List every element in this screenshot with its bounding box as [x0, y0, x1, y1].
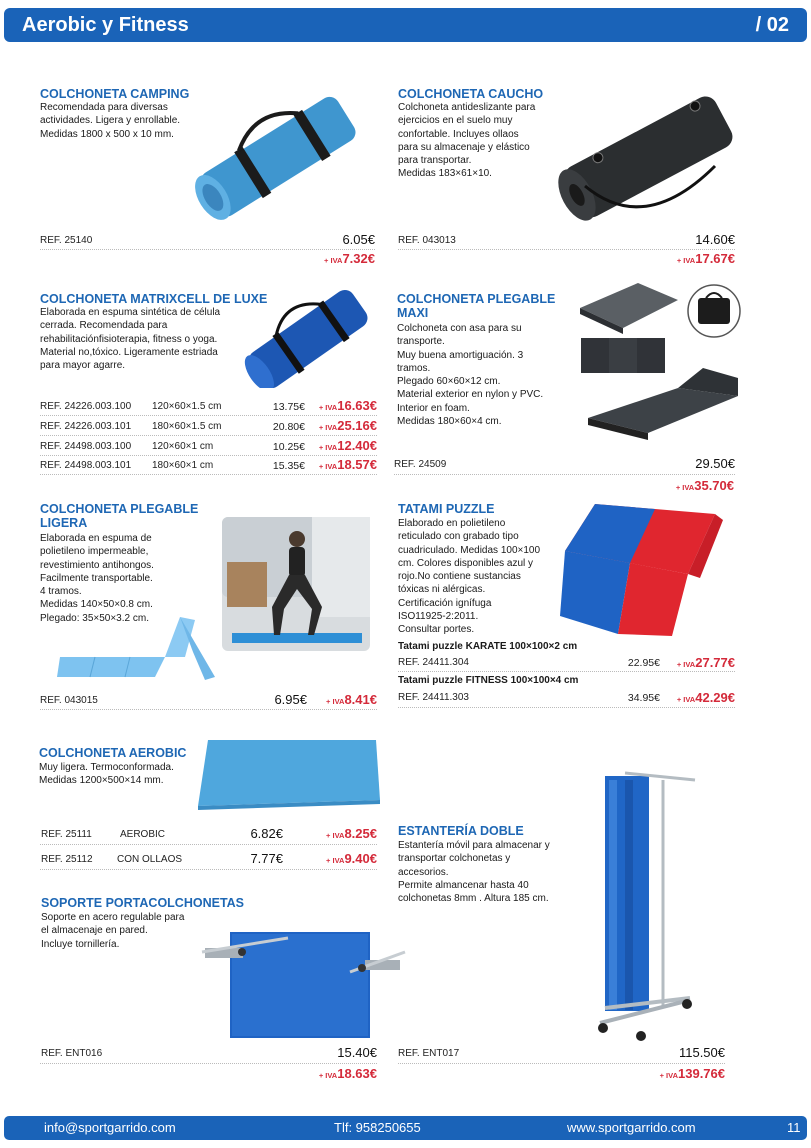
desc-line: confortable. Incluyes ollaos [398, 128, 519, 140]
ligera-title [40, 502, 198, 530]
footer-page-number: 11 [787, 1120, 801, 1135]
estanteria-iva-price [600, 1066, 725, 1081]
divider [40, 1063, 377, 1064]
iva-label: + IVA [318, 462, 338, 471]
aerobic-mat-image [196, 738, 382, 810]
row-price: 13.75€ [272, 401, 305, 413]
divider [40, 415, 377, 416]
desc-line: Incluye tornillería. [41, 938, 120, 950]
iva-label: + IVA [318, 423, 338, 432]
desc-line: Muy ligera. Termoconformada. [39, 762, 174, 773]
desc-line: rehabilitaciónfisioterapia, fitness o yoga. [40, 333, 218, 345]
maxi-title [397, 292, 555, 320]
ligera-ref: REF. 043015 [40, 695, 98, 706]
estanteria-description [398, 839, 550, 905]
row-iva-price [300, 826, 377, 841]
section-number: / 02 [755, 14, 789, 36]
desc-line: Plegado 60×60×12 cm. [397, 376, 501, 388]
camping-description [40, 101, 180, 141]
divider [40, 435, 377, 436]
iva-label: + IVA [676, 695, 696, 704]
caucho-iva-price [620, 251, 735, 266]
iva-value: 8.41€ [344, 692, 377, 707]
caucho-price: 14.60€ [695, 232, 735, 247]
row-size: 120×60×1 cm [152, 441, 214, 452]
matrixcell-title: COLCHONETA MATRIXCELL DE LUXE [40, 292, 268, 306]
tatami-fitness-ref: REF. 24411.303 [398, 692, 469, 703]
footer-website-link[interactable]: www.sportgarrido.com [567, 1120, 696, 1135]
tatami-karate-ref: REF. 24411.304 [398, 657, 469, 668]
row-iva-price [300, 418, 377, 433]
matrixcell-description [40, 306, 220, 372]
iva-value: 35.70€ [694, 478, 734, 493]
iva-label: + IVA [326, 697, 345, 706]
iva-label: + IVA [326, 856, 345, 865]
desc-line: Colchoneta con asa para su [397, 323, 522, 334]
row-ref: REF. 24226.003.101 [40, 421, 132, 432]
title-line: MAXI [397, 306, 429, 320]
soporte-description [41, 911, 184, 951]
desc-line: para mayor agarre. [40, 360, 126, 372]
tatami-karate-iva-price [660, 655, 735, 670]
maxi-ref: REF. 24509 [394, 459, 447, 470]
camping-ref: REF. 25140 [40, 235, 93, 246]
soporte-image [200, 930, 410, 1040]
divider [398, 249, 735, 250]
row-ref: REF. 25112 [41, 854, 93, 865]
desc-line: Medidas 1200×500×14 mm. [39, 775, 164, 787]
divider [394, 474, 735, 475]
title-line: LIGERA [40, 516, 88, 530]
tatami-puzzle-image [560, 496, 725, 636]
maxi-mat-image [578, 278, 743, 453]
divider [40, 249, 375, 250]
row-size: 180×60×1 cm [152, 460, 214, 471]
estanteria-ref: REF. ENT017 [398, 1048, 460, 1059]
iva-label: + IVA [324, 256, 343, 265]
desc-line: transporte. [397, 336, 445, 348]
desc-line: cuadriculado. Medidas 100×100 [398, 544, 541, 556]
soporte-title: SOPORTE PORTACOLCHONETAS [41, 896, 245, 910]
section-title: Aerobic y Fitness [22, 14, 189, 36]
iva-value: 42.29€ [695, 690, 735, 705]
desc-line: Colchoneta antideslizante para [398, 102, 536, 113]
iva-value: 17.67€ [695, 251, 735, 266]
title-line: COLCHONETA PLEGABLE [40, 502, 199, 516]
desc-line: el almacenaje en pared. [41, 925, 148, 937]
estanteria-price: 115.50€ [678, 1045, 725, 1060]
desc-line: reticulado con grabado tipo [398, 531, 519, 543]
row-price: 10.25€ [272, 441, 305, 453]
divider [398, 1063, 725, 1064]
divider [40, 709, 377, 710]
ligera-mat-image [55, 612, 220, 687]
desc-line: ISO11925-2:2011. [398, 611, 479, 623]
desc-line: Permite almancenar hasta 40 [398, 879, 529, 891]
estanteria-image [595, 768, 705, 1043]
footer-email-link[interactable]: info@sportgarrido.com [44, 1120, 176, 1135]
row-ref: REF. 24226.003.100 [40, 401, 132, 412]
desc-line: Estantería móvil para almacenar y [398, 840, 550, 851]
iva-value: 12.40€ [337, 438, 377, 453]
desc-line: tramos. [397, 362, 431, 374]
row-size: 120×60×1.5 cm [152, 401, 222, 412]
desc-line: Material exterior en nylon y PVC. [397, 389, 544, 401]
ligera-iva-price [300, 692, 377, 707]
row-ref: REF. 24498.003.101 [40, 460, 132, 471]
divider [40, 455, 377, 456]
row-price: 15.35€ [272, 460, 305, 472]
desc-line: rojo.No contiene sustancias [398, 571, 521, 583]
row-price: 7.77€ [250, 851, 283, 866]
iva-value: 27.77€ [695, 655, 735, 670]
divider [398, 671, 735, 672]
tatami-description [398, 517, 540, 637]
desc-line: Medidas 1800 x 500 x 10 mm. [40, 128, 174, 140]
title-line: COLCHONETA PLEGABLE [397, 292, 556, 306]
caucho-mat-image [545, 86, 740, 231]
desc-line: Soporte en acero regulable para [41, 912, 185, 923]
row-name: CON OLLAOS [117, 854, 183, 865]
iva-value: 18.57€ [337, 457, 377, 472]
tatami-title: TATAMI PUZZLE [398, 502, 495, 516]
soporte-price: 15.40€ [337, 1045, 377, 1060]
row-name: AEROBIC [120, 829, 166, 840]
tatami-fitness-price: 34.95€ [627, 692, 660, 704]
caucho-ref: REF. 043013 [398, 235, 456, 246]
soporte-ref: REF. ENT016 [41, 1048, 103, 1059]
desc-line: 4 tramos. [40, 586, 82, 598]
maxi-description [397, 322, 543, 428]
iva-value: 9.40€ [344, 851, 377, 866]
maxi-price: 29.50€ [695, 456, 735, 471]
iva-value: 16.63€ [337, 398, 377, 413]
desc-line: Consultar portes. [398, 624, 475, 636]
desc-line: cerrada. Recomendada para [40, 320, 168, 332]
desc-line: Elaborada en espuma sintética de célula [40, 307, 221, 318]
iva-label: + IVA [318, 1071, 338, 1080]
row-ref: REF. 24498.003.100 [40, 441, 132, 452]
desc-line: Medidas 140×50×0.8 cm. [40, 599, 153, 611]
row-size: 180×60×1.5 cm [152, 421, 222, 432]
desc-line: accesorios. [398, 866, 449, 878]
iva-label: + IVA [318, 403, 338, 412]
ligera-photo [222, 517, 370, 651]
desc-line: polietileno impermeable, [40, 546, 149, 558]
desc-line: Plegado: 35×50×3.2 cm. [40, 612, 149, 624]
desc-line: ejercicios en el suelo muy [398, 115, 513, 127]
page-footer [4, 1116, 807, 1140]
desc-line: Muy buena amortiguación. 3 [397, 349, 524, 361]
maxi-iva-price [620, 478, 734, 493]
matrixcell-mat-image [240, 288, 375, 388]
desc-line: Interior en foam. [397, 402, 470, 414]
camping-mat-image [175, 86, 370, 231]
estanteria-title: ESTANTERÍA DOBLE [398, 824, 524, 838]
iva-label: + IVA [318, 443, 338, 452]
page-header [4, 8, 807, 42]
desc-line: Elaborado en polietileno [398, 518, 506, 529]
desc-line: Elaborada en espuma de [40, 533, 152, 544]
desc-line: actividades. Ligera y enrollable. [40, 115, 181, 127]
aerobic-description [39, 761, 174, 788]
divider [398, 707, 735, 708]
row-iva-price [300, 851, 377, 866]
camping-iva-price [270, 251, 375, 266]
iva-value: 8.25€ [344, 826, 377, 841]
divider [40, 474, 377, 475]
tatami-fitness-name: Tatami puzzle FITNESS 100×100×4 cm [398, 675, 579, 686]
row-iva-price [300, 457, 377, 472]
caucho-title: COLCHONETA CAUCHO [398, 87, 544, 101]
iva-label: + IVA [675, 483, 695, 492]
row-iva-price [300, 438, 377, 453]
iva-label: + IVA [676, 256, 696, 265]
aerobic-title: COLCHONETA AEROBIC [39, 746, 187, 760]
desc-line: cm. Colores disponibles azul y [398, 557, 534, 569]
iva-label: + IVA [676, 660, 696, 669]
ligera-price: 6.95€ [274, 692, 307, 707]
camping-title: COLCHONETA CAMPING [40, 87, 190, 101]
desc-line: transportar colchonetas y [398, 853, 511, 865]
desc-line: Certificación ignífuga [398, 597, 492, 609]
desc-line: revestimiento antihongos. [40, 559, 154, 571]
iva-value: 7.32€ [342, 251, 375, 266]
desc-line: para su almacenaje y elástico [398, 141, 530, 153]
footer-phone: Tlf: 958250655 [334, 1120, 421, 1135]
row-price: 6.82€ [250, 826, 283, 841]
desc-line: para transportar. [398, 155, 472, 167]
iva-label: + IVA [326, 831, 345, 840]
desc-line: Material no,tóxico. Ligeramente estriada [40, 346, 218, 358]
row-iva-price [300, 398, 377, 413]
desc-line: colchonetas 8mm . Altura 185 cm. [398, 893, 549, 905]
desc-line: Medidas 180×60×4 cm. [397, 416, 502, 428]
soporte-iva-price [270, 1066, 377, 1081]
iva-value: 25.16€ [337, 418, 377, 433]
desc-line: Facilmente transportable. [40, 572, 153, 584]
row-price: 20.80€ [272, 421, 305, 433]
camping-price: 6.05€ [342, 232, 375, 247]
tatami-karate-price: 22.95€ [627, 657, 660, 669]
desc-line: tóxicas ni alérgicas. [398, 584, 486, 596]
iva-value: 139.76€ [678, 1066, 725, 1081]
iva-value: 18.63€ [337, 1066, 377, 1081]
divider [40, 844, 377, 845]
row-ref: REF. 25111 [41, 829, 92, 840]
tatami-karate-name: Tatami puzzle KARATE 100×100×2 cm [398, 641, 578, 652]
iva-label: + IVA [659, 1071, 678, 1080]
desc-line: Medidas 183×61×10. [398, 168, 492, 180]
desc-line: Recomendada para diversas [40, 102, 168, 113]
divider [40, 869, 377, 870]
caucho-description [398, 101, 535, 181]
tatami-fitness-iva-price [660, 690, 735, 705]
